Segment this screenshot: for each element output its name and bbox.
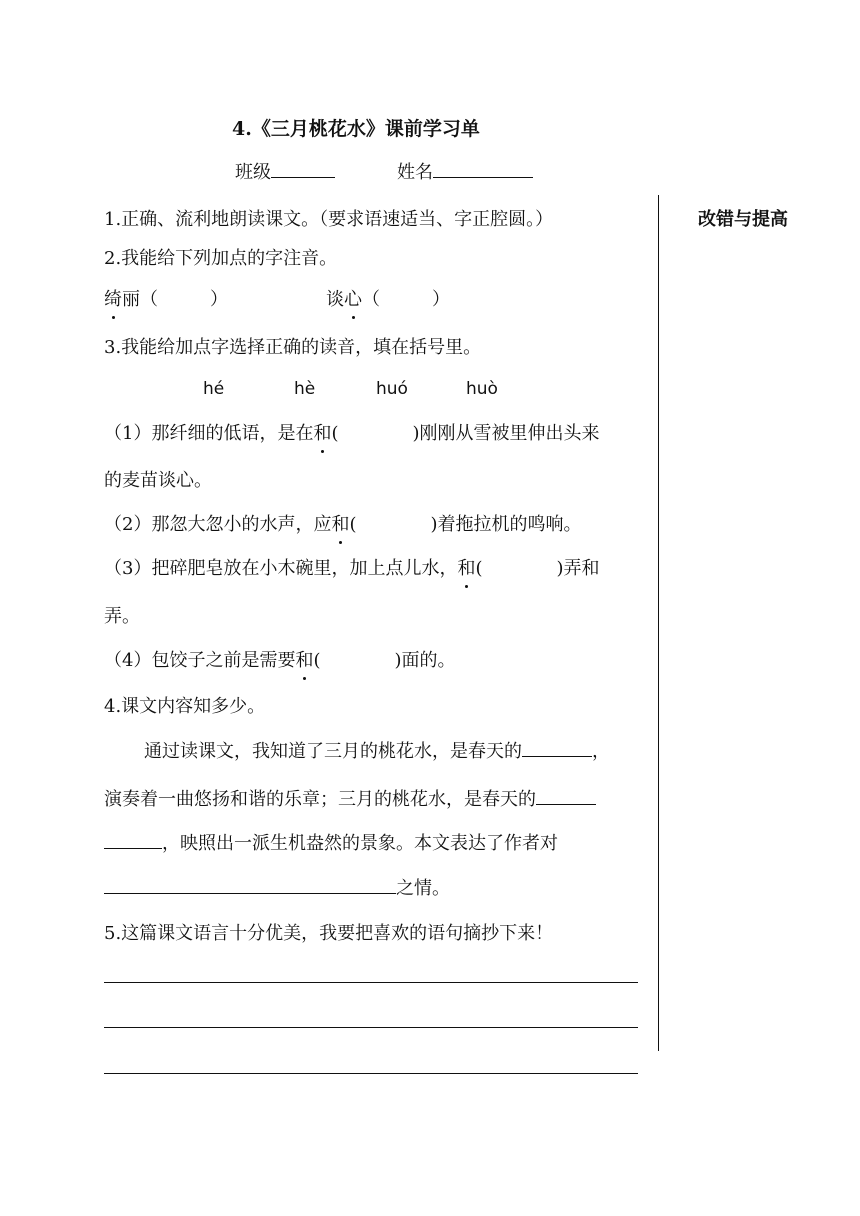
close-paren: ）: [432, 289, 450, 310]
class-field: [235, 158, 335, 184]
item-text: )刚刚从雪被里伸出头来: [412, 423, 600, 444]
item-text: 那纤细的低语，是在: [151, 423, 314, 444]
item-text: 包饺子之前是需要: [151, 650, 296, 671]
dotted-char: 和: [457, 554, 475, 580]
q4-line-1: [144, 737, 610, 763]
name-blank[interactable]: [433, 176, 533, 178]
writing-line[interactable]: [104, 982, 638, 983]
q3-item-1-continued: 的麦苗谈心。: [104, 470, 212, 491]
fill-blank[interactable]: [104, 847, 162, 849]
dotted-char: 和: [295, 646, 313, 672]
q4-text: 之情。: [396, 878, 450, 899]
dotted-char: 和: [313, 419, 331, 445]
question-5: 5.这篇课文语言十分优美，我要把喜欢的语句摘抄下来！: [104, 923, 554, 944]
q2-word-2: [326, 285, 450, 311]
q4-text: ，: [592, 741, 610, 762]
item-number: （3）: [104, 558, 152, 579]
item-number: （4）: [104, 650, 152, 671]
close-paren: ）: [210, 289, 228, 310]
pinyin-option-4: huò: [466, 379, 498, 399]
item-text: 把碎肥皂放在小木碗里，加上点儿水，: [151, 558, 458, 579]
name-label: 姓名: [397, 162, 433, 183]
q3-item-4: （4）包饺子之前是需要和( )面的。: [104, 646, 456, 672]
item-text: )弄和: [556, 558, 600, 579]
word-text: 谈: [326, 289, 344, 310]
item-text: )着拖拉机的鸣响。: [430, 514, 582, 535]
q4-text: 通过读课文，我知道了三月的桃花水，是春天的: [144, 741, 522, 762]
question-1: 1.正确、流利地朗读课文。（要求语速适当、字正腔圆。）: [104, 209, 554, 230]
q4-text: ，映照出一派生机盎然的景象。本文表达了作者对: [162, 833, 558, 854]
fill-blank[interactable]: [522, 755, 592, 757]
q4-line-2: [104, 785, 596, 811]
question-3: 3.我能给加点字选择正确的读音，填在括号里。: [104, 337, 482, 358]
q2-word-1: [104, 285, 228, 311]
q3-item-2: （2）那忽大忽小的水声，应和( )着拖拉机的鸣响。: [104, 510, 582, 536]
fill-blank[interactable]: [104, 892, 396, 894]
name-field: [397, 158, 533, 184]
pinyin-option-3: huó: [376, 379, 408, 399]
class-label: 班级: [235, 162, 271, 183]
correction-column-label: 改错与提高: [698, 209, 788, 230]
q3-item-3: （3）把碎肥皂放在小木碗里，加上点儿水，和( )弄和: [104, 554, 600, 580]
question-2: 2.我能给下列加点的字注音。: [104, 248, 338, 269]
item-text: 那忽大忽小的水声，应: [151, 514, 332, 535]
q3-item-3-continued: 弄。: [104, 606, 140, 627]
dotted-char: 心: [344, 285, 362, 311]
class-blank[interactable]: [271, 176, 335, 178]
word-text: 丽: [122, 289, 140, 310]
dotted-char: 和: [331, 510, 349, 536]
page-title: 4.《三月桃花水》课前学习单: [232, 118, 480, 140]
q4-line-3: [104, 829, 558, 855]
q4-line-4: [104, 874, 450, 900]
pinyin-option-1: hé: [203, 379, 225, 399]
open-paren: （: [140, 289, 158, 310]
item-number: （1）: [104, 423, 152, 444]
column-divider: [658, 195, 659, 1051]
writing-line[interactable]: [104, 1073, 638, 1074]
q3-item-1: （1）那纤细的低语，是在和( )刚刚从雪被里伸出头来: [104, 419, 600, 445]
q4-text: 演奏着一曲悠扬和谐的乐章；三月的桃花水，是春天的: [104, 789, 536, 810]
question-4: 4.课文内容知多少。: [104, 696, 266, 717]
writing-line[interactable]: [104, 1027, 638, 1028]
dotted-char: 绮: [104, 285, 122, 311]
pinyin-option-2: hè: [294, 379, 316, 399]
item-text: )面的。: [394, 650, 456, 671]
item-number: （2）: [104, 514, 152, 535]
fill-blank[interactable]: [536, 803, 596, 805]
open-paren: （: [362, 289, 380, 310]
